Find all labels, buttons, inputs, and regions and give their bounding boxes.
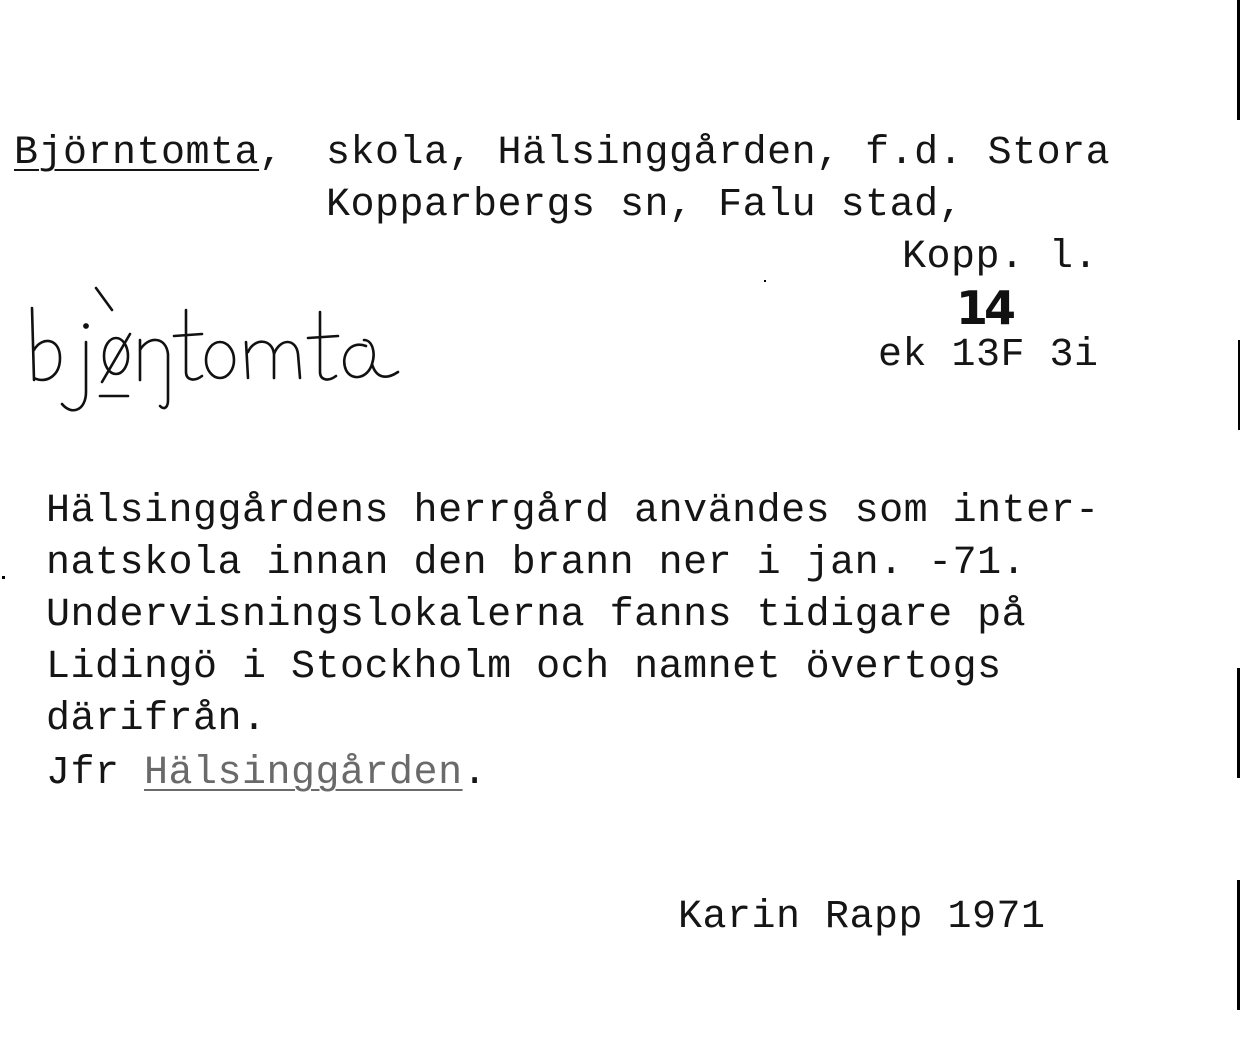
body-line-4: Lidingö i Stockholm och namnet övertogs — [46, 645, 1002, 690]
scan-edge-line-top — [1237, 0, 1240, 120]
see-also-suffix: . — [462, 751, 488, 796]
see-also-link[interactable]: Hälsinggården — [144, 751, 463, 796]
body-line-1: Hälsinggårdens herrgård användes som inter- — [46, 489, 1100, 534]
headword-description-line1: skola, Hälsinggården, f.d. Stora — [326, 131, 1111, 176]
handwritten-number: 14 — [956, 281, 1013, 335]
headword-line — [14, 128, 284, 180]
headword-description-line2: Kopparbergs sn, Falu stad, — [326, 183, 964, 228]
handwritten-pronunciation-signature — [20, 280, 420, 430]
scan-speck — [2, 576, 5, 579]
headword-comma: , — [259, 131, 284, 176]
see-also-prefix: Jfr — [46, 751, 145, 796]
see-also-line — [46, 748, 487, 800]
scan-edge-line-lower — [1237, 668, 1240, 778]
body-line-2: natskola innan den brann ner i jan. -71. — [46, 541, 1027, 586]
scan-edge-line-mid — [1238, 340, 1240, 430]
signature: Karin Rapp 1971 — [678, 895, 1046, 940]
body-line-3: Undervisningslokalerna fanns tidigare på — [46, 593, 1027, 638]
parish-code: Kopp. l. — [902, 235, 1099, 280]
scan-speck-2 — [764, 280, 766, 282]
headword: Björntomta — [14, 131, 260, 176]
body-line-5: därifrån. — [46, 697, 267, 742]
map-reference: ek 13F 3i — [878, 333, 1099, 378]
scan-edge-line-bottom — [1237, 880, 1240, 1010]
